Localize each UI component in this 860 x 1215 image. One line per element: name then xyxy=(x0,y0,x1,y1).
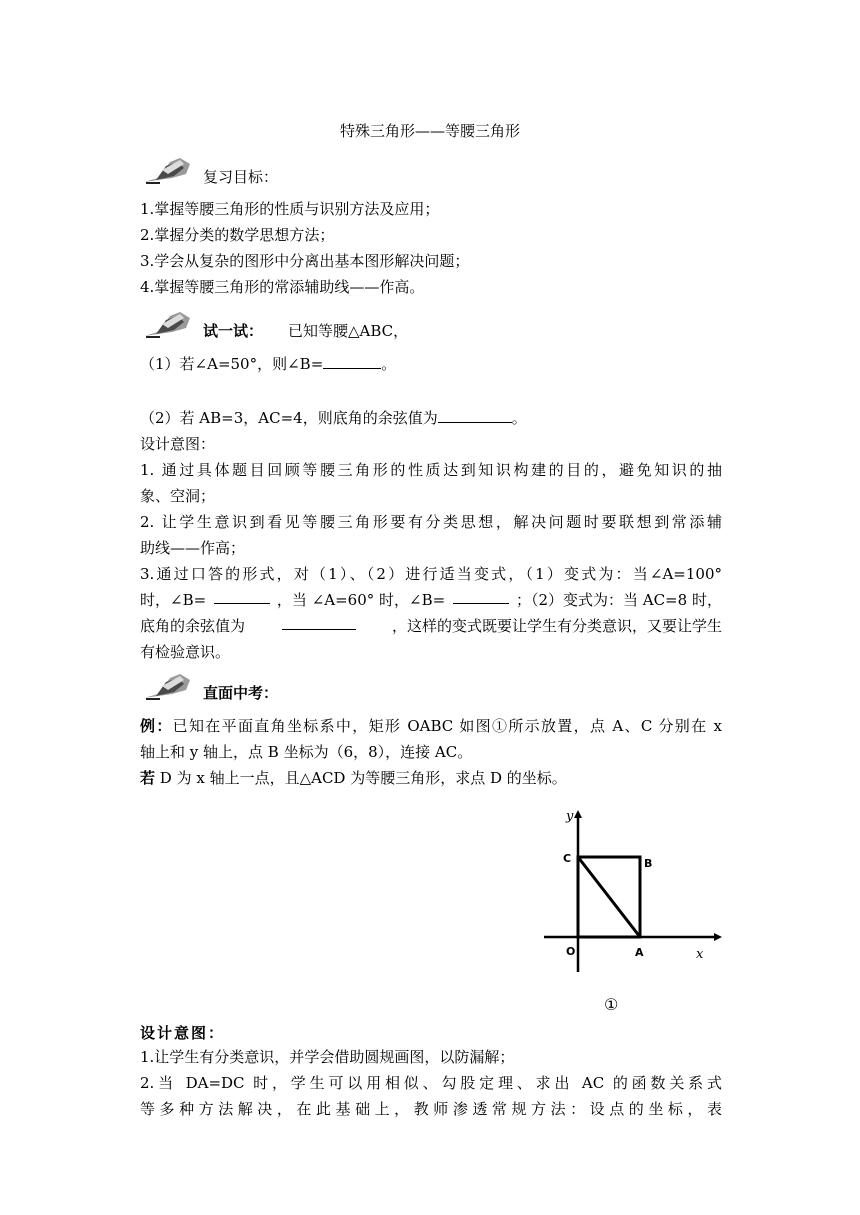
answer-blank xyxy=(282,615,356,630)
design-line: 象、空洞； xyxy=(140,487,216,505)
example-line xyxy=(140,715,722,737)
hand-writing-icon xyxy=(140,306,196,342)
exam-heading: 直面中考： xyxy=(203,684,279,702)
answer-blank xyxy=(323,354,381,369)
if-label: 若 xyxy=(140,769,156,787)
answer-blank xyxy=(438,408,512,423)
try-intro: 已知等腰△ABC， xyxy=(288,322,409,340)
question-2 xyxy=(140,407,527,429)
answer-blank xyxy=(453,589,509,604)
design-text: 时，∠B= xyxy=(140,591,207,609)
design-heading: 设计意图： xyxy=(140,1024,226,1042)
design-line: 等多种方法解决，在此基础上，教师渗透常规方法：设点的坐标，表 xyxy=(140,1100,722,1118)
point-c-label: C xyxy=(563,852,572,865)
example-text: D 为 x 轴上一点，且△ACD 为等腰三角形，求点 D 的坐标。 xyxy=(155,769,567,787)
design-line: 3.通过口答的形式，对（1）、（2）进行适当变式，（1）变式为：当∠A=100° xyxy=(140,565,722,583)
review-item: 2.掌握分类的数学思想方法； xyxy=(140,226,335,244)
try-heading: 试一试： xyxy=(203,322,264,340)
x-axis-arrow xyxy=(714,933,722,941)
design-text: 底角的余弦值为 xyxy=(140,617,246,635)
design-text: ，这样的变式既要让学生有分类意识，又要让学生 xyxy=(391,617,722,635)
question-1-text: （1）若∠A=50°，则∠B= xyxy=(140,355,324,373)
point-a-label: A xyxy=(635,946,644,959)
review-heading: 复习目标： xyxy=(203,168,279,186)
design-line: 助线——作高； xyxy=(140,539,246,557)
x-label: x xyxy=(696,947,704,962)
answer-blank xyxy=(214,589,270,604)
coordinate-figure xyxy=(536,806,736,976)
figure-caption: ① xyxy=(604,995,619,1014)
diagonal-ac xyxy=(578,857,640,937)
hand-writing-icon xyxy=(140,668,196,704)
y-label: y xyxy=(566,809,574,824)
design-line xyxy=(140,589,722,611)
example-label: 例： xyxy=(140,717,173,735)
design-line: 2.当 DA=DC 时，学生可以用相似、勾股定理、求出 AC 的函数关系式 xyxy=(140,1074,722,1092)
example-line xyxy=(140,767,567,789)
design-line: 有检验意识。 xyxy=(140,643,231,661)
design-text: ，当 ∠A=60° 时，∠B= xyxy=(276,591,446,609)
example-line: 轴上和 y 轴上，点 B 坐标为（6，8），连接 AC。 xyxy=(140,743,473,761)
point-o-label: O xyxy=(566,945,576,958)
design-heading: 设计意图： xyxy=(140,435,216,453)
question-1-end: 。 xyxy=(381,355,397,373)
point-b-label: B xyxy=(644,857,653,870)
design-line xyxy=(140,615,722,637)
question-2-text: （2）若 AB=3，AC=4，则底角的余弦值为 xyxy=(140,409,438,427)
example-text: 已知在平面直角坐标系中，矩形 OABC 如图①所示放置，点 A、C 分别在 x xyxy=(172,717,722,735)
question-2-end: 。 xyxy=(511,409,527,427)
question-1 xyxy=(140,353,396,375)
y-axis-arrow xyxy=(574,810,582,818)
design-line: 1. 通过具体题目回顾等腰三角形的性质达到知识构建的目的，避免知识的抽 xyxy=(140,461,722,479)
hand-writing-icon xyxy=(140,152,196,188)
review-item: 1.掌握等腰三角形的性质与识别方法及应用； xyxy=(140,200,440,218)
page-title: 特殊三角形——等腰三角形 xyxy=(339,122,520,140)
review-item: 4.掌握等腰三角形的常添辅助线——作高。 xyxy=(140,278,425,296)
design-line: 1.让学生有分类意识，并学会借助圆规画图，以防漏解； xyxy=(140,1048,515,1066)
design-text: ；（2）变式为：当 AC=8 时， xyxy=(515,591,722,609)
review-item: 3.学会从复杂的图形中分离出基本图形解决问题； xyxy=(140,252,470,270)
design-line: 2. 让学生意识到看见等腰三角形要有分类思想，解决问题时要联想到常添辅 xyxy=(140,513,722,531)
